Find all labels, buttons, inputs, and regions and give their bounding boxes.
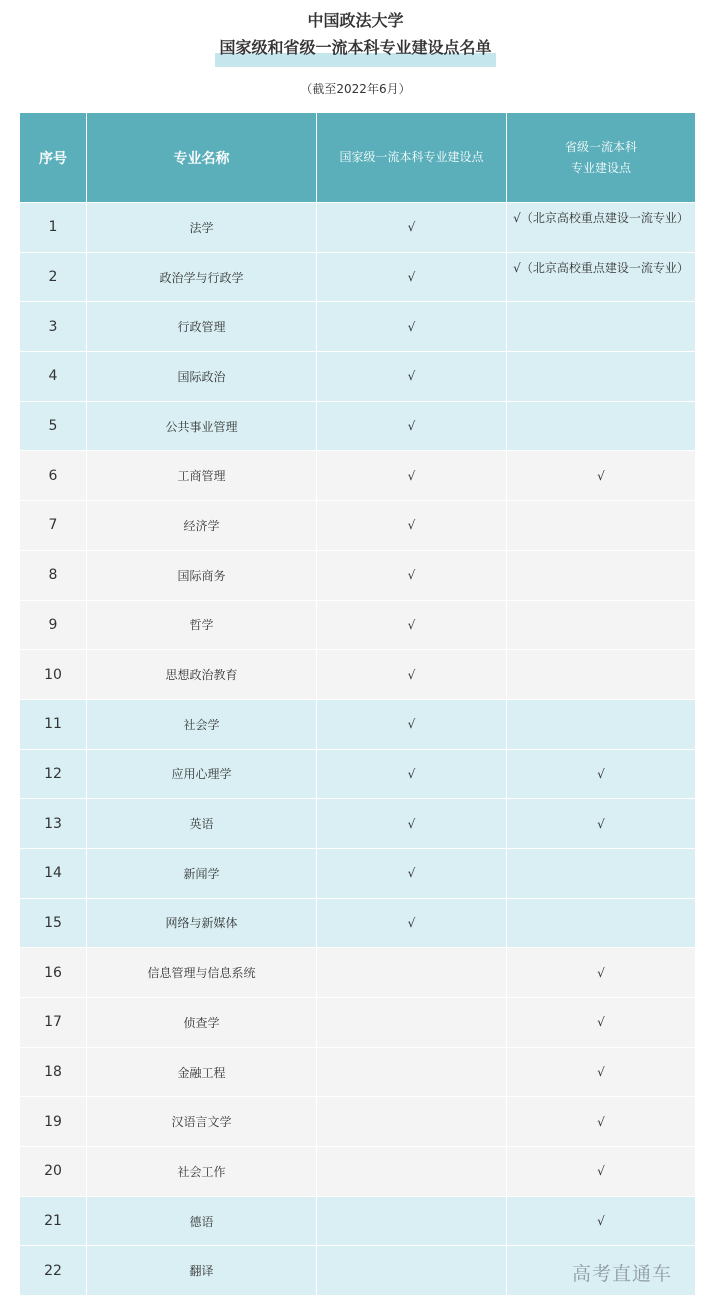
cell-national: √ <box>317 750 507 799</box>
cell-provincial: √ <box>597 965 605 980</box>
cell-index: 2 <box>20 253 87 302</box>
cell-provincial: √ <box>597 1065 605 1080</box>
cell-index: 4 <box>20 352 87 401</box>
cell-index: 15 <box>20 899 87 948</box>
cell-index: 20 <box>20 1147 87 1196</box>
table-row <box>20 1146 695 1196</box>
cell-national <box>317 948 507 997</box>
cell-national: √ <box>317 352 507 401</box>
cell-provincial <box>507 601 695 650</box>
cell-national: √ <box>317 253 507 302</box>
table-row <box>20 898 695 948</box>
cell-index: 16 <box>20 948 87 997</box>
cell-index: 7 <box>20 501 87 550</box>
cell-provincial: √ <box>597 1114 605 1129</box>
cell-provincial <box>507 352 695 401</box>
cell-provincial <box>507 302 695 351</box>
cell-index: 8 <box>20 551 87 600</box>
cell-national: √ <box>317 302 507 351</box>
cell-major: 侦查学 <box>87 998 317 1047</box>
cell-provincial <box>507 700 695 749</box>
cell-national: √ <box>317 899 507 948</box>
cell-index: 13 <box>20 799 87 848</box>
watermark-text: 高考直通车 <box>572 1263 673 1285</box>
cell-major: 思想政治教育 <box>87 650 317 699</box>
table-row <box>20 997 695 1047</box>
cell-major: 新闻学 <box>87 849 317 898</box>
cell-national <box>317 1197 507 1246</box>
cell-provincial: √ <box>597 1015 605 1030</box>
cell-major: 国际商务 <box>87 551 317 600</box>
date-note: （截至2022年6月） <box>300 82 411 96</box>
header-national: 国家级一流本科专业建设点 <box>317 113 507 202</box>
table-row <box>20 600 695 650</box>
cell-index: 6 <box>20 451 87 500</box>
cell-national: √ <box>317 650 507 699</box>
cell-provincial: √ <box>597 816 605 831</box>
table-row <box>20 252 695 302</box>
table-body <box>20 202 695 1295</box>
cell-major: 经济学 <box>87 501 317 550</box>
table-row <box>20 848 695 898</box>
cell-major: 政治学与行政学 <box>87 253 317 302</box>
cell-provincial: √ <box>597 1214 605 1229</box>
table-row <box>20 947 695 997</box>
cell-provincial <box>507 650 695 699</box>
cell-major: 英语 <box>87 799 317 848</box>
cell-national: √ <box>317 849 507 898</box>
cell-national <box>317 1147 507 1196</box>
table-row <box>20 798 695 848</box>
cell-index: 5 <box>20 402 87 451</box>
cell-major: 法学 <box>87 203 317 252</box>
cell-major: 德语 <box>87 1197 317 1246</box>
table-row <box>20 450 695 500</box>
cell-index: 9 <box>20 601 87 650</box>
cell-major: 应用心理学 <box>87 750 317 799</box>
table-header <box>20 113 695 202</box>
cell-national: √ <box>317 799 507 848</box>
cell-index: 14 <box>20 849 87 898</box>
cell-national: √ <box>317 551 507 600</box>
cell-provincial <box>507 551 695 600</box>
cell-major: 工商管理 <box>87 451 317 500</box>
cell-index: 21 <box>20 1197 87 1246</box>
page-title: 中国政法大学 <box>307 11 404 30</box>
cell-index: 19 <box>20 1097 87 1146</box>
majors-table <box>20 113 695 1295</box>
table-row <box>20 1047 695 1097</box>
cell-major: 信息管理与信息系统 <box>87 948 317 997</box>
table-row <box>20 699 695 749</box>
table-row <box>20 202 695 252</box>
cell-national <box>317 1246 507 1295</box>
cell-provincial <box>507 402 695 451</box>
table-row <box>20 749 695 799</box>
table-row <box>20 1196 695 1246</box>
table-row <box>20 1096 695 1146</box>
cell-major: 翻译 <box>87 1246 317 1295</box>
cell-provincial: √ <box>597 468 605 483</box>
cell-provincial: √（北京高校重点建设一流专业） <box>513 211 689 225</box>
cell-index: 10 <box>20 650 87 699</box>
cell-provincial <box>507 501 695 550</box>
cell-provincial <box>507 849 695 898</box>
table-row <box>20 649 695 699</box>
cell-provincial: √（北京高校重点建设一流专业） <box>513 260 689 275</box>
cell-major: 公共事业管理 <box>87 402 317 451</box>
cell-major: 社会工作 <box>87 1147 317 1196</box>
cell-national <box>317 1097 507 1146</box>
cell-major: 社会学 <box>87 700 317 749</box>
cell-provincial: √ <box>597 766 605 781</box>
cell-index: 1 <box>20 203 87 252</box>
cell-major: 网络与新媒体 <box>87 899 317 948</box>
cell-index: 22 <box>20 1246 87 1295</box>
header-provincial: 省级一流本科 专业建设点 <box>564 139 637 175</box>
table-row <box>20 401 695 451</box>
cell-provincial <box>507 899 695 948</box>
table-row <box>20 500 695 550</box>
cell-national: √ <box>317 700 507 749</box>
cell-national <box>317 1048 507 1097</box>
table-row <box>20 351 695 401</box>
table-row <box>20 550 695 600</box>
table-row <box>20 301 695 351</box>
cell-major: 行政管理 <box>87 302 317 351</box>
cell-index: 17 <box>20 998 87 1047</box>
cell-index: 11 <box>20 700 87 749</box>
cell-index: 12 <box>20 750 87 799</box>
cell-major: 国际政治 <box>87 352 317 401</box>
header-index: 序号 <box>20 113 87 202</box>
cell-national: √ <box>317 501 507 550</box>
cell-index: 18 <box>20 1048 87 1097</box>
cell-major: 哲学 <box>87 601 317 650</box>
cell-national: √ <box>317 203 507 252</box>
cell-national: √ <box>317 451 507 500</box>
cell-national: √ <box>317 601 507 650</box>
cell-major: 金融工程 <box>87 1048 317 1097</box>
cell-national <box>317 998 507 1047</box>
cell-provincial: √ <box>597 1164 605 1179</box>
page-subtitle-highlighted: 国家级和省级一流本科专业建设点名单 <box>215 36 495 67</box>
cell-national: √ <box>317 402 507 451</box>
cell-major: 汉语言文学 <box>87 1097 317 1146</box>
cell-index: 3 <box>20 302 87 351</box>
header-major: 专业名称 <box>87 113 317 202</box>
